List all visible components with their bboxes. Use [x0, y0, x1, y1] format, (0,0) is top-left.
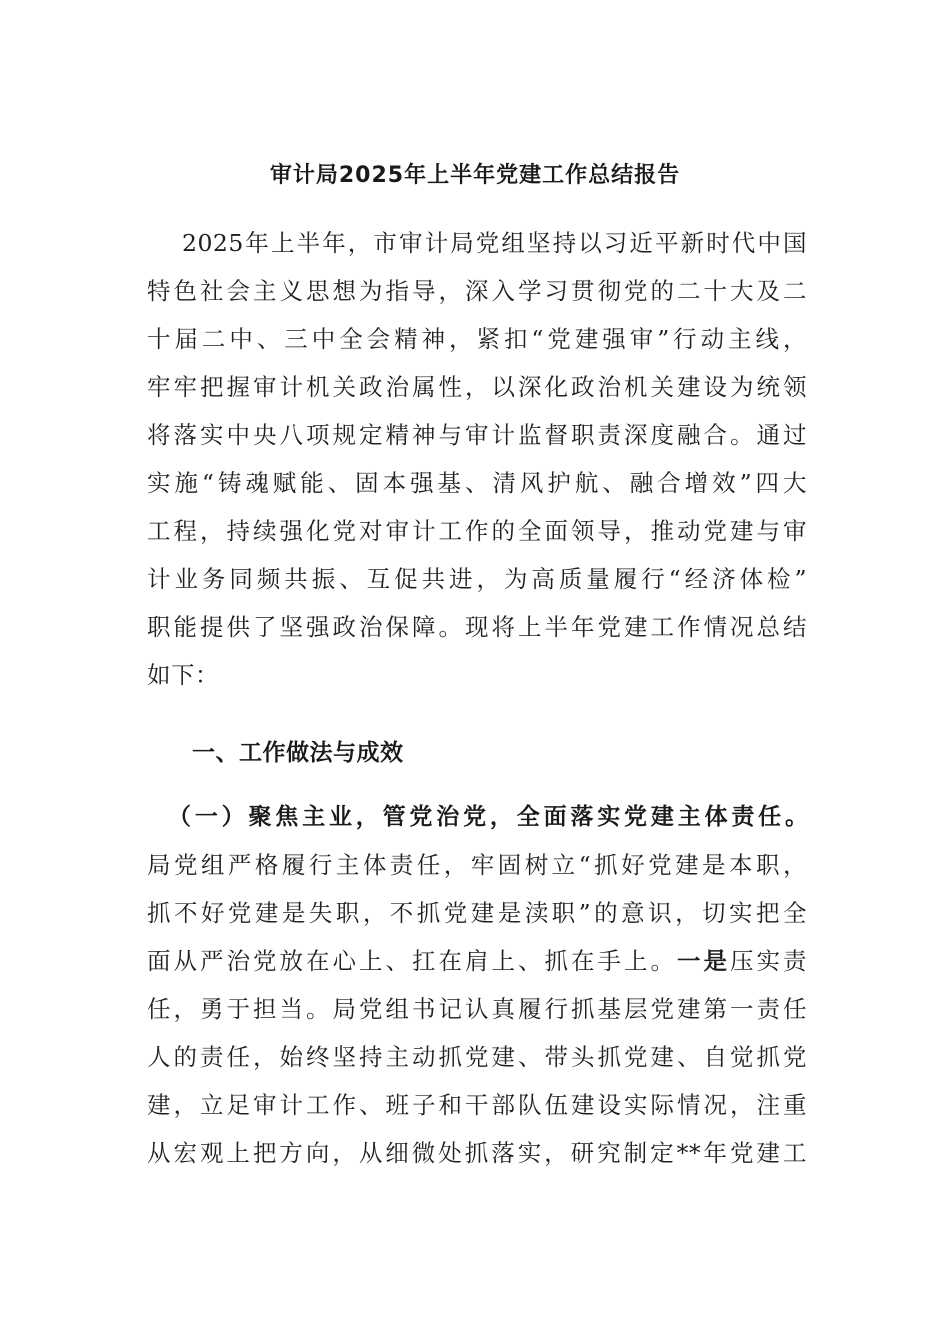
body-line-1: 局党组严格履行主体责任，牢固树立“抓好党建是本职，: [147, 851, 807, 879]
intro-line-7: 工程，持续强化党对审计工作的全面领导，推动党建与审: [147, 517, 807, 545]
body-line-4: 任，勇于担当。局党组书记认真履行抓基层党建第一责任: [147, 995, 807, 1023]
document-title: 审计局2025年上半年党建工作总结报告: [269, 163, 681, 188]
body-line-6: 建，立足审计工作、班子和干部队伍建设实际情况，注重: [147, 1091, 807, 1119]
body-line-3-tail: 压实责: [730, 947, 807, 975]
intro-line-10: 如下：: [147, 661, 219, 689]
intro-line-9: 职能提供了坚强政治保障。现将上半年党建工作情况总结: [147, 613, 807, 641]
subsection-heading: （一）聚焦主业，管党治党，全面落实党建主体责任。: [168, 804, 808, 830]
intro-line-3: 十届二中、三中全会精神，紧扣“党建强审”行动主线，: [147, 325, 807, 353]
intro-line-1: 2025年上半年，市审计局党组坚持以习近平新时代中国: [182, 229, 807, 257]
body-line-7: 从宏观上把方向，从细微处抓落实，研究制定**年党建工: [147, 1139, 807, 1167]
intro-line-4: 牢牢把握审计机关政治属性，以深化政治机关建设为统领: [147, 373, 807, 401]
body-line-3-text: 面从严治党放在心上、扛在肩上、抓在手上。: [147, 947, 677, 975]
body-line-5: 人的责任，始终坚持主动抓党建、带头抓党建、自觉抓党: [147, 1043, 807, 1071]
body-line-3: [147, 942, 807, 976]
body-line-2: 抓不好党建是失职，不抓党建是渎职”的意识，切实把全: [147, 899, 807, 927]
emphasis-first: 一是: [677, 947, 730, 975]
intro-line-8: 计业务同频共振、互促共进，为高质量履行“经济体检”: [147, 565, 807, 593]
intro-line-2: 特色社会主义思想为指导，深入学习贯彻党的二十大及二: [147, 277, 807, 305]
intro-line-6: 实施“铸魂赋能、固本强基、清风护航、融合增效”四大: [147, 469, 807, 497]
intro-line-5: 将落实中央八项规定精神与审计监督职责深度融合。通过: [147, 421, 807, 449]
section-heading: 一、工作做法与成效: [192, 740, 404, 766]
